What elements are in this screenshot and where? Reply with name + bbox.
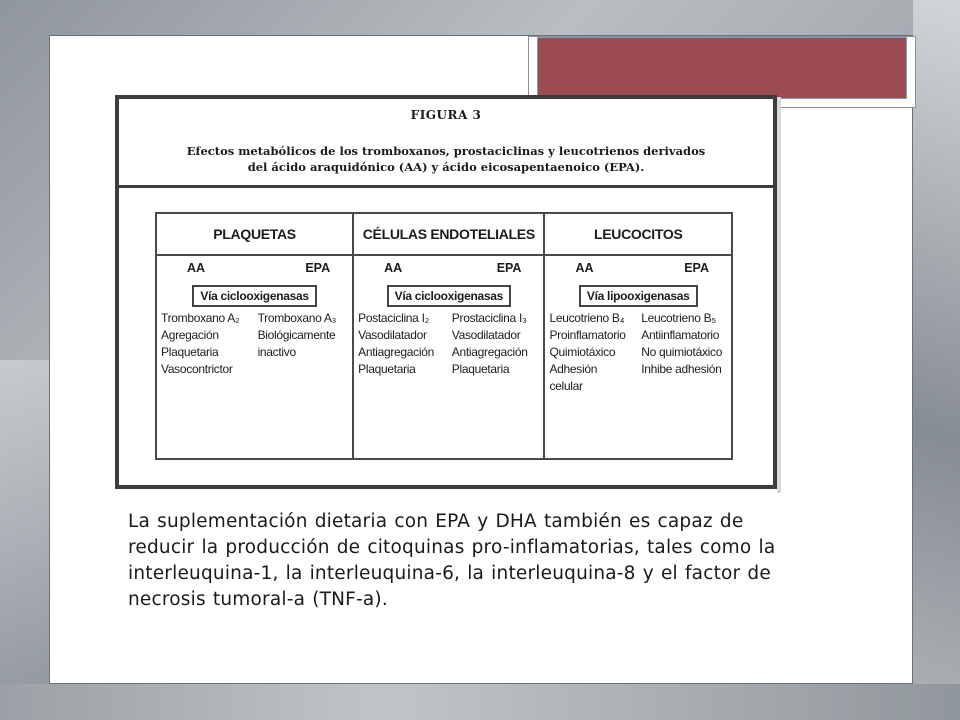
aa-tag: AA xyxy=(384,261,403,275)
epa-tag: EPA xyxy=(496,261,522,275)
pathway-box: Vía ciclooxigenasas xyxy=(387,285,511,307)
background-facet-left xyxy=(0,360,49,720)
effect-item: Antiagregación xyxy=(451,345,528,359)
tag-row xyxy=(354,256,543,275)
table-header-row xyxy=(156,213,732,255)
effect-item: No quimiotáxico xyxy=(641,345,723,359)
effect-item: Antiinflamatorio xyxy=(641,328,720,342)
effect-item: Antiagregación xyxy=(358,345,434,359)
figure-caption xyxy=(179,143,713,175)
background-facet-right xyxy=(913,0,960,720)
effects-columns xyxy=(157,307,352,378)
figure-edge xyxy=(777,97,781,493)
effect-item: Leucotrieno B₄ xyxy=(549,311,625,325)
epa-tag: EPA xyxy=(305,261,331,275)
effect-item: Vasodilatador xyxy=(451,328,521,342)
effect-item: Vasodilatador xyxy=(358,328,427,342)
background-facet-bottom xyxy=(0,684,960,720)
effect-item: Tromboxano A₂ xyxy=(161,311,240,325)
cell-leucocitos xyxy=(544,255,732,459)
effect-item: Adhesión xyxy=(549,362,598,376)
body-paragraph: La suplementación dietaria con EPA y DHA también es capaz de reducir la producción de citoquinas pro-inflamatorias, tales como la interleuquina-1, la interleuquina-6, la interleuquina-8 y el factor de necrosis tumoral-a (TNF-a). xyxy=(128,511,776,610)
effect-item: celular xyxy=(549,379,583,393)
aa-effects xyxy=(549,310,635,395)
title-bar xyxy=(537,37,907,99)
figure-caption-line-1: Efectos metabólicos de los tromboxanos, prostaciclinas y leucotrienos derivados xyxy=(186,144,706,158)
effect-item: Biológicamente xyxy=(257,328,336,342)
epa-effects xyxy=(446,310,540,378)
effect-item: Tromboxano A₃ xyxy=(257,311,337,325)
table-body-row xyxy=(156,255,732,459)
effect-item: Plaquetaria xyxy=(161,345,219,359)
figure-caption-line-2: del ácido araquidónico (AA) y ácido eicosapentaenoico (EPA). xyxy=(247,160,645,174)
aa-effects xyxy=(358,310,446,378)
header-leucocitos: LEUCOCITOS xyxy=(544,213,732,255)
effect-item: Prostaciclina I₃ xyxy=(451,311,527,325)
effects-columns xyxy=(545,307,731,395)
aa-effects xyxy=(161,310,252,378)
pathway-box: Vía lipooxigenasas xyxy=(579,285,698,307)
header-celulas-endoteliales: CÉLULAS ENDOTELIALES xyxy=(353,213,544,255)
cell-celulas-endoteliales xyxy=(353,255,544,459)
tag-row xyxy=(157,256,352,275)
figure-header xyxy=(119,99,773,188)
effects-table xyxy=(155,212,733,460)
tag-row xyxy=(545,256,731,275)
effect-item: Postaciclina I₂ xyxy=(358,311,429,325)
epa-effects xyxy=(635,310,727,395)
effect-item: inactivo xyxy=(257,345,296,359)
epa-tag: EPA xyxy=(684,261,709,275)
effect-item: Proinflamatorio xyxy=(549,328,626,342)
effect-item: Plaquetaria xyxy=(358,362,416,376)
figure-label: FIGURA 3 xyxy=(410,108,482,122)
epa-effects xyxy=(252,310,349,378)
pathway-box: Vía ciclooxigenasas xyxy=(192,285,316,307)
effect-item: Vasocontrictor xyxy=(161,362,233,376)
effect-item: Plaquetaria xyxy=(451,362,510,376)
figure-image xyxy=(115,95,777,489)
aa-tag: AA xyxy=(187,261,206,275)
header-plaquetas: PLAQUETAS xyxy=(156,213,353,255)
effect-item: Agregación xyxy=(161,328,219,342)
effects-columns xyxy=(354,307,543,378)
effect-item: Quimiotáxico xyxy=(549,345,616,359)
cell-plaquetas xyxy=(156,255,353,459)
effect-item: Leucotrieno B₅ xyxy=(641,311,716,325)
aa-tag: AA xyxy=(575,261,594,275)
effect-item: Inhibe adhesión xyxy=(641,362,722,376)
